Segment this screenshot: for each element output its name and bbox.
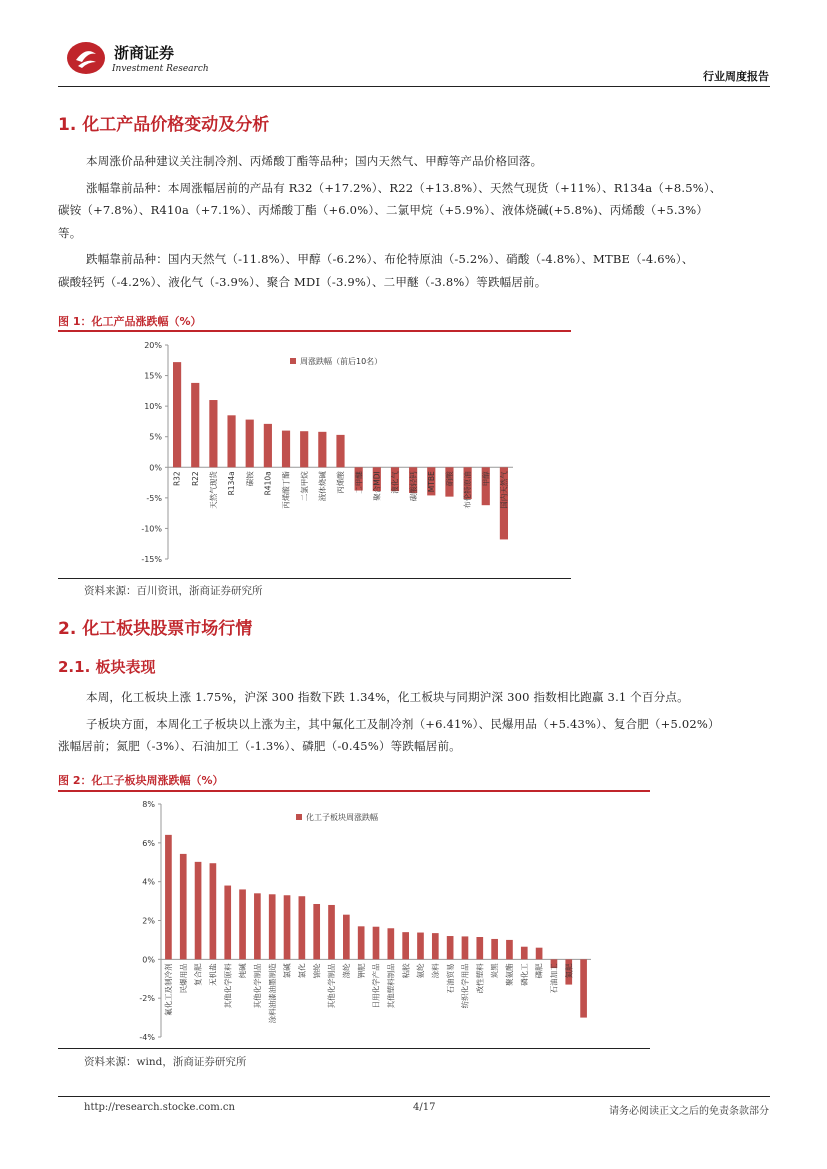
chart-product-price-change <box>58 334 571 577</box>
category-label: 氯碱 <box>282 963 292 979</box>
category-label: 纺织化学用品 <box>460 963 470 1009</box>
para-3b: 碳酸轻钙（-4.2%）、液化气（-3.9%）、聚合 MDI（-3.9%）、二甲醚（-3.8%）等跌幅居前。 <box>58 274 547 289</box>
logo-icon <box>66 40 106 76</box>
category-label: 锦纶 <box>312 963 322 979</box>
report-type: 行业周度报告 <box>703 70 769 83</box>
category-label: 其他塑料制品 <box>386 963 396 1009</box>
section2-title: 2. 化工板块股票市场行情 <box>58 619 253 639</box>
bar <box>432 933 439 959</box>
category-label: 氨纶 <box>416 963 426 979</box>
chart-subsector-change <box>58 794 650 1046</box>
legend-label: 周涨跌幅（前后10名） <box>300 357 383 366</box>
category-label: R22 <box>190 471 200 487</box>
legend-swatch <box>290 358 296 364</box>
para-5b: 涨幅居前；氮肥（-3%）、石油加工（-1.3%）、磷肥（-0.45%）等跌幅居前。 <box>58 739 461 753</box>
category-label: 丙烯酸丁酯 <box>281 471 291 509</box>
figure2-source: 资料来源：wind，浙商证券研究所 <box>84 1056 247 1068</box>
category-label: 日用化学产品 <box>371 963 381 1009</box>
bar <box>227 415 235 467</box>
category-label: 氮肥 <box>564 963 574 979</box>
section21-body <box>58 686 778 758</box>
y-tick-label: 0% <box>142 955 155 965</box>
y-tick-label: 20% <box>144 341 162 350</box>
category-label: 国内天然气 <box>499 471 509 509</box>
figure2-top-rule <box>58 790 650 792</box>
bar <box>284 895 291 959</box>
para-2b: 碳铵（+7.8%）、R410a（+7.1%）、丙烯酸丁酯（+6.0%）、二氯甲烷（+5.9%）、液体烧碱(+5.8%)、丙烯酸（+5.3%） <box>58 203 709 217</box>
bar <box>476 937 483 959</box>
y-tick-label: 10% <box>144 402 162 412</box>
category-label: 涂料油漆油墨制造 <box>267 963 277 1024</box>
bar <box>210 863 217 959</box>
figure2-title: 图 2：化工子板块周涨跌幅（%） <box>58 774 224 787</box>
bar <box>191 383 199 467</box>
category-label: 液体烧碱 <box>317 471 327 502</box>
category-label: 复合肥 <box>193 963 203 986</box>
category-label: 其他化学制品 <box>327 963 337 1009</box>
bar <box>209 400 217 467</box>
header-rule <box>58 86 770 87</box>
bar <box>299 896 306 959</box>
bar <box>264 424 272 467</box>
y-tick-label: -5% <box>146 493 162 503</box>
page-number: 4/17 <box>413 1102 436 1113</box>
bar <box>447 936 454 959</box>
category-label: 聚合MDI <box>372 471 382 501</box>
category-label: 涤纶 <box>341 963 351 979</box>
category-label: 炭黑 <box>490 963 500 979</box>
para-5: 子板块方面，本周化工子板块以上涨为主，其中氟化工及制冷剂（+6.41%）、民爆用品（+5.43%）、复合肥（+5.02%） <box>86 716 720 731</box>
logo-subtitle: Investment Research <box>112 64 209 74</box>
category-label: 涂料 <box>430 963 440 979</box>
bar <box>282 431 290 468</box>
y-tick-label: 15% <box>144 371 162 381</box>
legend-swatch <box>296 814 302 820</box>
figure1-source: 资料来源：百川资讯，浙商证券研究所 <box>84 585 263 597</box>
y-tick-label: 4% <box>142 877 155 887</box>
category-label: 氟化工及制冷剂 <box>164 963 174 1016</box>
footer-url[interactable]: http://research.stocke.com.cn <box>84 1102 235 1113</box>
category-label: 民爆用品 <box>178 963 188 994</box>
category-label: 石油加工 <box>549 963 559 994</box>
logo-mark <box>66 40 106 76</box>
bar <box>180 854 187 959</box>
bar <box>318 432 326 467</box>
para-2: 涨幅靠前品种：本周涨幅居前的产品有 R32（+17.2%）、R22（+13.8%）、天然气现货（+11%）、R134a（+8.5%）、 <box>86 180 722 195</box>
category-label: 液化气 <box>390 471 400 494</box>
bar <box>224 886 231 960</box>
category-label: 硝酸 <box>445 471 455 487</box>
bar <box>402 932 409 959</box>
category-label: 石油贸易 <box>445 963 455 994</box>
category-label: 氯化 <box>297 963 307 979</box>
category-label: 其他化学原料 <box>223 963 233 1009</box>
section21-title: 2.1. 板块表现 <box>58 658 156 676</box>
category-label: 天然气现货 <box>209 471 219 509</box>
y-tick-label: -2% <box>139 994 155 1004</box>
y-tick-label: 8% <box>142 800 155 809</box>
y-tick-label: -4% <box>139 1033 155 1042</box>
bar <box>300 431 308 467</box>
category-label: 碳酸轻钙 <box>408 471 418 502</box>
bar <box>313 904 320 959</box>
logo-name: 浙商证券 <box>114 44 175 62</box>
bar <box>336 435 344 467</box>
category-label: 钾肥 <box>356 963 366 979</box>
category-label: R32 <box>172 471 182 487</box>
category-label: 二氯甲烷 <box>299 471 309 502</box>
y-tick-label: 6% <box>142 838 155 848</box>
figure1-title: 图 1：化工产品涨跌幅（%） <box>58 315 202 328</box>
category-label: MTBE <box>426 471 436 493</box>
category-label: 丙烯酸 <box>336 471 346 494</box>
bar <box>173 362 181 467</box>
bar <box>239 889 246 959</box>
category-label: 无机盐 <box>208 963 218 986</box>
bar <box>536 948 543 960</box>
bar <box>417 933 424 960</box>
figure2-bottom-rule <box>58 1048 650 1049</box>
bar <box>328 905 335 959</box>
bar <box>343 915 350 960</box>
para-1: 本周涨价品种建议关注制冷剂、丙烯酸丁酯等品种；国内天然气、甲醇等产品价格回落。 <box>86 154 543 168</box>
y-tick-label: 5% <box>149 432 162 442</box>
category-label: 磷化工 <box>519 963 529 986</box>
category-label: 粘胶 <box>401 963 411 979</box>
footer-disclaimer: 请务必阅读正文之后的免责条款部分 <box>609 1106 769 1117</box>
bar <box>521 947 528 960</box>
category-label: R134a <box>227 471 237 496</box>
category-label: 纯碱 <box>238 963 248 979</box>
bar <box>506 940 513 959</box>
category-label: 其他化学制品 <box>253 963 263 1009</box>
bar <box>462 936 469 959</box>
para-3: 跌幅靠前品种：国内天然气（-11.8%）、甲醇（-6.2%）、布伦特原油（-5.2%）、硝酸（-4.8%）、MTBE（-4.6%）、 <box>86 252 694 266</box>
category-label: 碳铵 <box>245 471 255 487</box>
bar <box>254 893 261 959</box>
bar <box>373 927 380 960</box>
bar <box>358 926 365 959</box>
figure1-top-rule <box>58 330 571 332</box>
category-label: 改性塑料 <box>475 963 485 994</box>
y-tick-label: -15% <box>141 555 162 564</box>
y-tick-label: 0% <box>149 463 162 473</box>
category-label: R410a <box>263 471 273 496</box>
section1-body <box>58 150 778 293</box>
bar <box>165 835 172 959</box>
bar <box>580 959 587 1017</box>
footer-rule <box>58 1096 770 1097</box>
y-tick-label: 2% <box>142 916 155 926</box>
y-tick-label: -10% <box>141 524 162 534</box>
category-label: 甲醇 <box>481 471 491 487</box>
section1-title: 1. 化工产品价格变动及分析 <box>58 115 270 135</box>
category-label: 二甲醚 <box>354 471 364 494</box>
bar <box>269 894 276 959</box>
legend-label: 化工子板块周涨跌幅 <box>306 813 378 822</box>
bar <box>387 928 394 959</box>
para-4: 本周，化工板块上涨 1.75%，沪深 300 指数下跌 1.34%，化工板块与同期沪深 300 指数相比跑赢 3.1 个百分点。 <box>86 690 689 704</box>
category-label: 布伦特原油 <box>463 471 473 509</box>
bar <box>246 420 254 468</box>
para-2c: 等。 <box>58 225 82 240</box>
category-label: 磷肥 <box>534 963 544 979</box>
category-label: 聚氨酯 <box>505 963 515 986</box>
bar <box>195 862 202 959</box>
bar <box>491 939 498 959</box>
figure1-bottom-rule <box>58 578 571 579</box>
